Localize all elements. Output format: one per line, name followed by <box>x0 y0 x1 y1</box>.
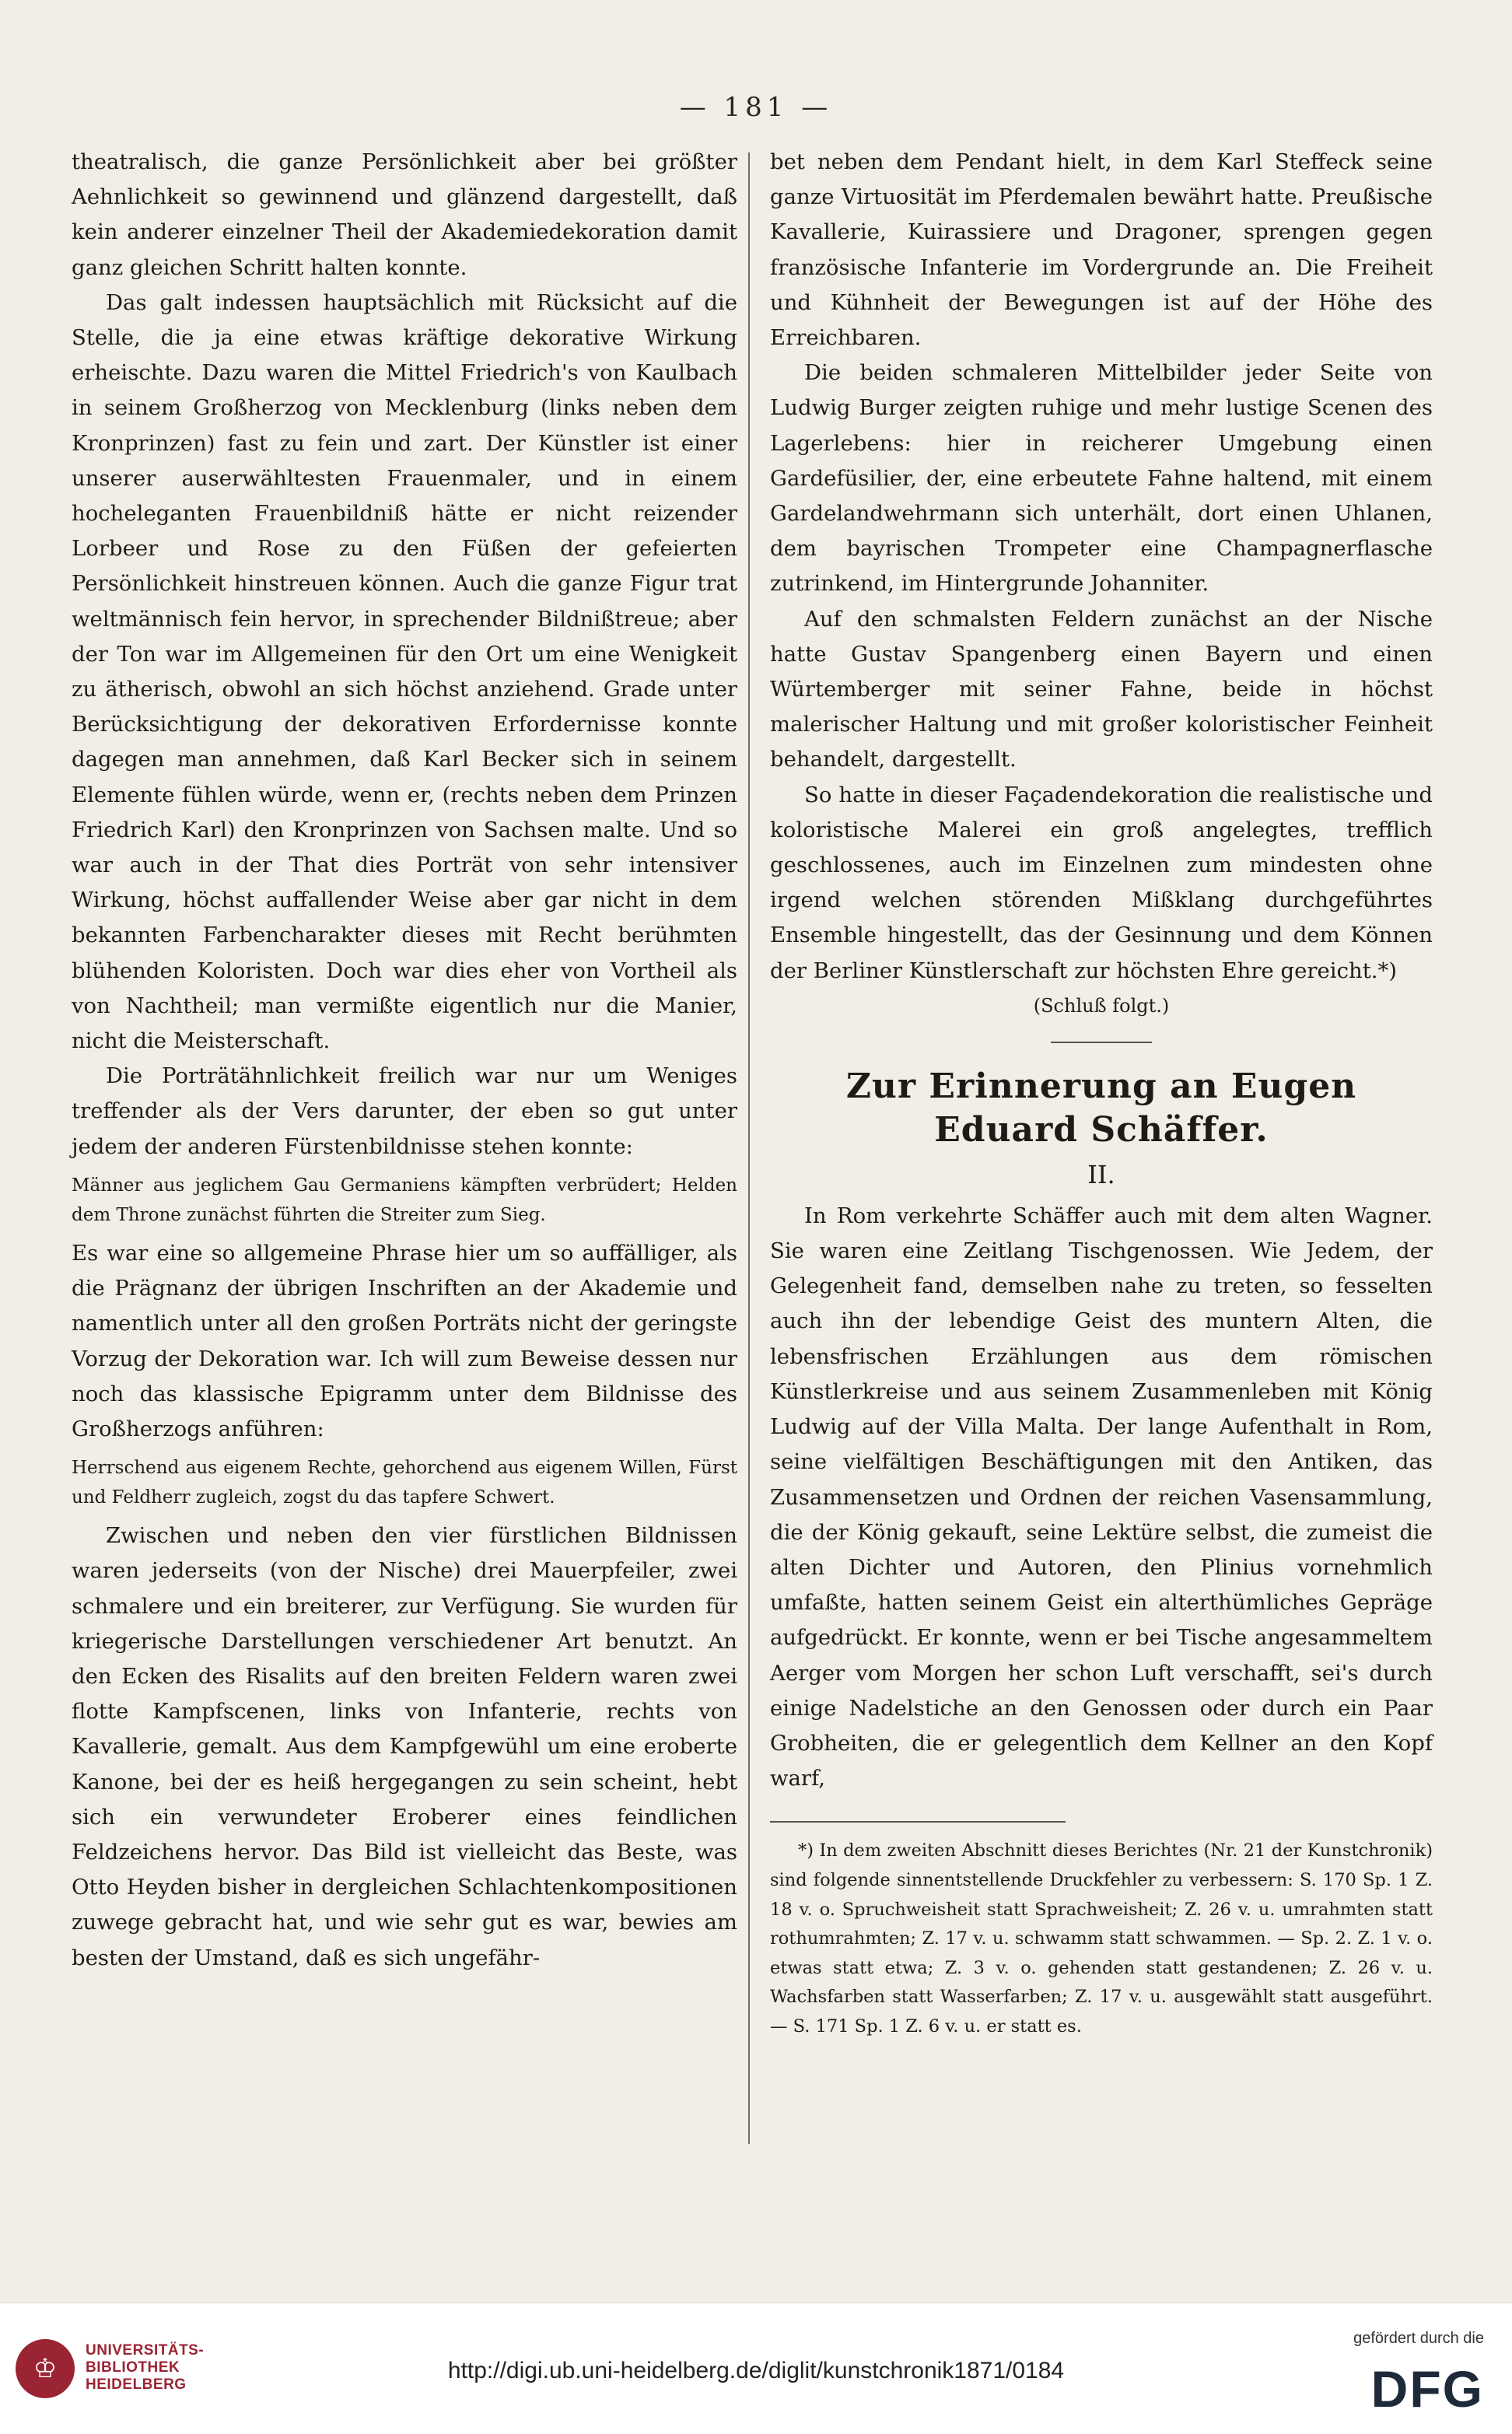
paragraph: theatralisch, die ganze Persönlichkeit aber bei größter Aehnlichkeit so gewinnend und glänzend dargestellt, daß kein anderer einzelner Theil der Akademiedekoration damit ganz gleichen Schritt halten konnte. <box>72 149 737 280</box>
footnote: *) In dem zweiten Abschnitt dieses Berichtes (Nr. 21 der Kunstchronik) sind folgende sinnentstellende Druckfehler zu verbessern: S. 170 Sp. 1 Z. 18 v. o. Spruchweisheit statt Sprachweisheit; Z. 26 v. u. umrahmten statt rothumrahmten; Z. 17 v. u. schwamm statt schwammen. — Sp. 2. Z. 1 v. o. etwas statt etwa; Z. 3 v. o. gehenden statt gestandenen; Z. 26 v. u. Wachsfarben statt Wasserfarben; Z. 17 v. u. ausgewählt statt ausgeführt. — S. 171 Sp. 1 Z. 6 v. u. er statt es. <box>770 1840 1433 2037</box>
paragraph: Es war eine so allgemeine Phrase hier um so auffälliger, als die Prägnanz der übrigen Inschriften an der Akademie und namentlich unter all den großen Porträts nicht der geringste Vorzug der Dekoration war. Ich will zum Beweise dessen nur noch das klassische Epigramm unter dem Bildnisse des Großherzogs anführen: <box>72 1240 737 1441</box>
paragraph: Zwischen und neben den vier fürstlichen Bildnissen waren jederseits (von der Nische) drei Mauerpfeiler, zwei schmalere und ein breiterer, zur Verfügung. Sie wurden für kriegerische Darstellungen verschiedener Art benutzt. An den Ecken des Risalits auf den breiten Feldern waren zwei flotte Kampfscenen, links von Infanterie, rechts von Kavallerie, gemalt. Aus dem Kampfgewühl um eine eroberte Kanone, bei der es heiß hergegangen zu sein scheint, hebt sich ein verwundeter Eroberer eines feindlichen Feldzeichens hervor. Das Bild ist vielleicht das Beste, was Otto Heyden bisher in dergleichen Schlachtenkompositionen zuwege gebracht hat, und wie sehr gut es war, bewies am besten der Umstand, daß es sich ungefähr- <box>72 1523 737 1970</box>
funded-by-label: gefördert durch die <box>1353 2330 1484 2347</box>
paragraph: Das galt indessen hauptsächlich mit Rücksicht auf die Stelle, die ja eine etwas kräftige dekorative Wirkung erheischte. Dazu waren die Mittel Friedrich's von Kaulbach in seinem Großherzog von Mecklenburg (links neben dem Kronprinzen) fast zu fein und zart. Der Künstler ist einer unserer auserwähltesten Frauenmaler, und in einem hocheleganten Frauenbildniß hätte er nicht reizender Lorbeer und Rose zu den Füßen der gefeierten Persönlichkeit hinstreuen können. Auch die ganze Figur trat weltmännisch fein hervor, in sprechender Bildnißtreue; aber der Ton war im Allgemeinen für den Ort um eine Wenigkeit zu ätherisch, obwohl an sich höchst anziehend. Grade unter Berücksichtigung der dekorativen Erfordernisse konnte dagegen man annehmen, daß Karl Becker sich in seinem Elemente fühlen würde, wenn er, (rechts neben dem Prinzen Friedrich Karl) den Kronprinzen von Sachsen malte. Und so war auch in der That dies Porträt von sehr intensiver Wirkung, höchst auffallender Weise aber gar nicht in dem bekannten Farbencharakter dieses mit Recht berühmten blühenden Koloristen. Doch war dies eher von Vortheil als von Nachtheil; man vermißte eigentlich nur die Manier, nicht die Meisterschaft. <box>72 289 737 1054</box>
paragraph: In Rom verkehrte Schäffer auch mit dem alten Wagner. Sie waren eine Zeitlang Tischgenossen. Wie Jedem, der Gelegenheit fand, demselben nahe zu treten, so fesselten auch ihn der lebendige Geist des muntern Alten, die lebensfrischen Erzählungen aus dem römischen Künstlerkreise und aus seinem Zusammenleben mit König Ludwig auf der Villa Malta. Der lange Aufenthalt in Rom, seine vielfältigen Beschäftigungen mit den Antiken, das Zusammensetzen und Ordnen der reichen Vasensammlung, die der König gekauft, seine Lektüre selbst, die zumeist die alten Dichter und Autoren, den Plinius vornehmlich umfaßte, hatten seinem Geist ein alterthümliches Gepräge aufgedrückt. Er konnte, wenn er bei Tische angesammeltem Aerger vom Morgen her schon Luft verschafft, sei's durch einige Nadelstiche an den Genossen oder durch ein Paar Grobheiten, die er gelegentlich dem Kellner an den Kopf warf, <box>770 1203 1433 1791</box>
article-heading: Zur Erinnerung an Eugen Eduard Schäffer. <box>845 1066 1357 1150</box>
paragraph: Auf den schmalsten Feldern zunächst an der Nische hatte Gustav Spangenberg einen Bayern und einen Würtemberger mit seiner Fahne, beide in höchst malerischer Haltung und mit großer koloristischer Feinheit behandelt, dargestellt. <box>770 606 1433 772</box>
footnote-divider <box>770 1821 1066 1823</box>
paragraph: So hatte in dieser Façadendekoration die realistische und koloristische Malerei ein groß angelegtes, trefflich geschlossenes, auch im Einzelnen zum mindesten ohne irgend welchen störenden Mißklang durchgeführtes Ensemble hingestellt, das der Gesinnung und dem Können der Berliner Künstlerschaft zur höchsten Ehre gereicht.*) <box>770 782 1433 983</box>
footer-bar <box>0 2303 1512 2434</box>
section-divider <box>1051 1042 1152 1043</box>
dfg-logo: DFG <box>1370 2360 1484 2418</box>
section-number: II. <box>1087 1159 1115 1189</box>
library-seal-icon: ♔ <box>16 2339 75 2398</box>
library-name: UNIVERSITÄTS- BIBLIOTHEK HEIDELBERG <box>86 2342 205 2393</box>
verse-quote: Herrschend aus eigenem Rechte, gehorchend aus eigenem Willen, Fürst und Feldherr zugleich, zogst du das tapfere Schwert. <box>72 1458 737 1508</box>
paragraph: bet neben dem Pendant hielt, in dem Karl Steffeck seine ganze Virtuosität im Pferdemalen bewährt hatte. Preußische Kavallerie, Kuirassiere und Dragoner, sprengen gegen französische Infanterie im Vordergrunde an. Die Freiheit und Kühnheit der Bewegungen ist auf der Höhe des Erreichbaren. <box>770 149 1433 351</box>
right-column <box>770 145 1433 2041</box>
paragraph: Die Porträtähnlichkeit freilich war nur um Weniges treffender als der Vers darunter, der eben so gut unter jedem der anderen Fürstenbildnisse stehen konnte: <box>72 1063 737 1159</box>
left-column <box>72 145 737 1976</box>
permalink-url[interactable]: http://digi.ub.uni-heidelberg.de/diglit/kunstchronik1871/0184 <box>447 2358 1065 2383</box>
column-divider <box>748 152 750 2144</box>
paragraph: Die beiden schmaleren Mittelbilder jeder Seite von Ludwig Burger zeigten ruhige und mehr lustige Scenen des Lagerlebens: hier in reicherer Umgebung einen Gardefüsilier, der, eine erbeutete Fahne haltend, mit einem Gardelandwehrmann sich unterhält, dort einen Uhlanen, dem bayrischen Trompeter eine Champagnerflasche zutrinkend, im Hintergrunde Johanniter. <box>770 360 1433 597</box>
continued-note: (Schluß folgt.) <box>1033 994 1170 1017</box>
page-number: — 181 — <box>679 92 833 123</box>
verse-quote: Männer aus jeglichem Gau Germaniens kämpften verbrüdert; Helden dem Throne zunächst führten die Streiter zum Sieg. <box>72 1175 737 1225</box>
